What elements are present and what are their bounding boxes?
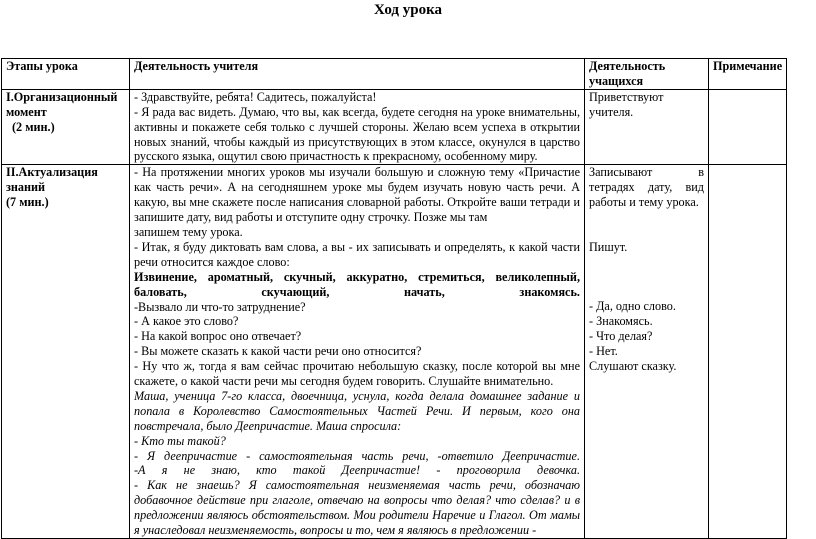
teacher-question: - На какой вопрос оно отвечает? [134, 329, 302, 344]
students-answer: - Нет. [589, 344, 618, 359]
students-text: Приветствуют учителя. [589, 89, 664, 119]
dictation-word: баловать, [134, 284, 187, 299]
stage-cell [2, 165, 130, 539]
table-row [2, 165, 787, 539]
notes-cell [709, 89, 787, 165]
students-cell [585, 165, 709, 539]
tale-text: - Кто ты такой? [134, 433, 226, 448]
students-answer: Слушают сказку. [589, 359, 677, 374]
teacher-text: - Я рада вас видеть. Думаю, что вы, как всегда, будете сегодня на уроке внимательны, активны и покажете себя только с лучшей стороны. Желаю всем успеха в открытии новых знаний, чтобы каждый из присутствующих в этом классе, окунулся в царство русского языка, ощутил свою причастность к прекрасному, особенному миру. [134, 104, 580, 164]
table-header-row [2, 59, 787, 90]
teacher-text: - Здравствуйте, ребята! Садитесь, пожалуйста! [134, 89, 377, 104]
notes-cell [709, 165, 787, 539]
dictation-word: скучающий, [261, 284, 330, 299]
teacher-text: запишем тему урока. [134, 224, 243, 239]
document-title: Ход урока [373, 2, 443, 18]
students-text: Записывают в тетрадях дату, вид работы и тему урока. [589, 165, 704, 210]
teacher-question: - Вы можете сказать к какой части речи оно относится? [134, 344, 422, 359]
teacher-question: - Ну что ж, тогда я вам сейчас прочитаю небольшую сказку, после которой вы мне скажете, о какой части речи мы сегодня будем говорить. Слушайте внимательно. [134, 359, 580, 389]
tale-text: - Как не знаешь? Я самостоятельная неизменяемая часть речи, обозначаю добавочное действие при глаголе, отвечаю на вопросы что делая? что сделав? и в предложении являюсь обстоятельством. Мои родители Наречие и Глагол. От мамы я унаследовал неизменяемость, вопросы и то, чем я являюсь в предложении - [134, 478, 580, 538]
header-notes: Примечание [709, 59, 787, 90]
stage-title: II.Актуализация знаний [6, 165, 98, 195]
dictation-words: Извинение, ароматный, скучный, аккуратно, стремиться, великолепный, [134, 269, 580, 284]
header-stages: Этапы урока [2, 59, 130, 90]
teacher-question: -Вызвало ли что-то затруднение? [134, 299, 306, 314]
dictation-word: знакомясь. [519, 284, 580, 299]
teacher-text: - На протяжении многих уроков мы изучали большую и сложную тему «Причастие как часть речи». А на сегодняшнем уроке мы будем изучать новую часть речи. А какую, вы мне скажете после написания словарной работы. Откройте ваши тетради и запишите дату, вид работы и отступите одну строчку. Позже мы там [134, 165, 580, 225]
stage-time: (7 мин.) [6, 195, 49, 210]
tale-text: - Я деепричастие - самостоятельная часть речи, -ответило Деепричастие. [134, 448, 580, 463]
teacher-question: - А какое это слово? [134, 314, 239, 329]
stage-title: I.Организационный момент [6, 89, 118, 119]
dictation-words [134, 285, 580, 300]
stage-time: (2 мин.) [12, 119, 55, 134]
teacher-cell [130, 89, 585, 165]
teacher-text: - Итак, я буду диктовать вам слова, а вы - их записывать и определять, к какой части речи относится каждое слово: [134, 239, 580, 269]
tale-text: -А я не знаю, кто такой Деепричастие! - проговорила девочка. [134, 463, 580, 478]
tale-text: Маша, ученица 7-го класса, двоечница, уснула, когда делала домашнее задание и попала в Королевство Самостоятельных Частей Речи. И первым, кого она повстречала, было Деепричастие. Маша спросила: [134, 388, 580, 433]
dictation-word: начать, [404, 284, 445, 299]
teacher-cell [130, 165, 585, 539]
stage-cell [2, 89, 130, 165]
table-row [2, 89, 787, 165]
lesson-table [1, 58, 787, 539]
header-students: Деятельность учащихся [585, 59, 709, 90]
students-text: Пишут. [589, 239, 628, 254]
students-answer: - Что делая? [589, 329, 653, 344]
header-teacher: Деятельность учителя [130, 59, 585, 90]
students-answer: - Знакомясь. [589, 314, 653, 329]
students-answer: - Да, одно слово. [589, 299, 676, 314]
students-cell [585, 89, 709, 165]
